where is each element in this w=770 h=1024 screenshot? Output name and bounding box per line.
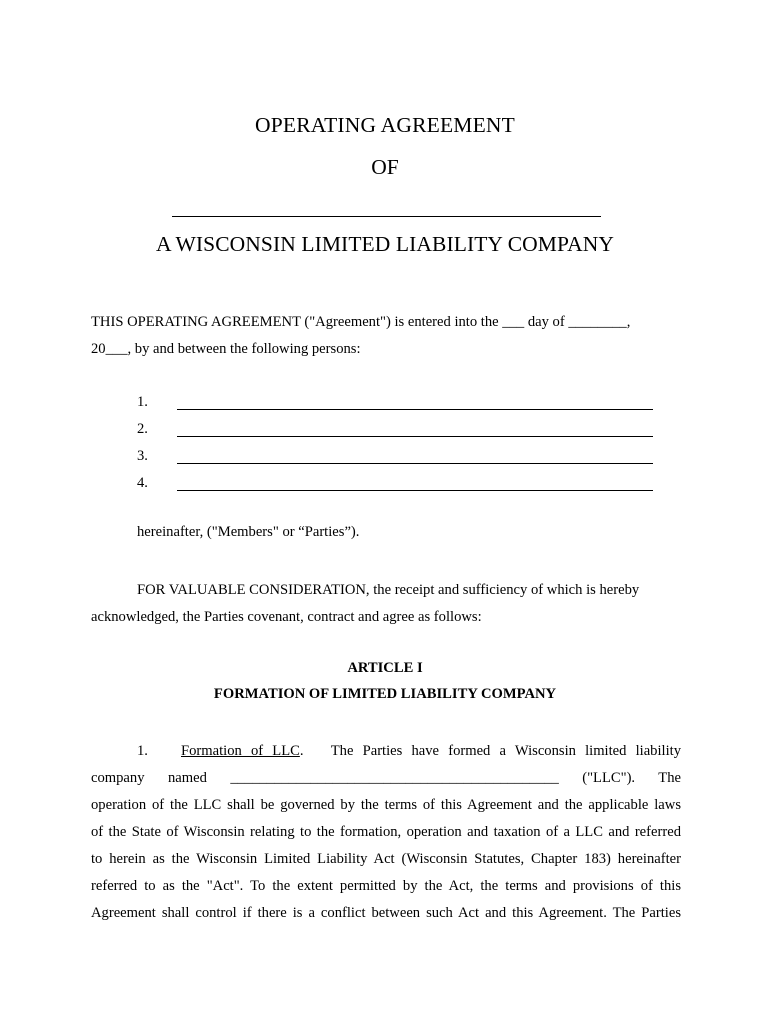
section-heading-period: . [299, 743, 304, 759]
section-line-3: operation of the LLC shall be governed by the terms of this Agreement and the applicable laws [91, 797, 681, 813]
member-row [137, 392, 657, 419]
member-blank-line [177, 436, 653, 437]
member-blank-line [177, 463, 653, 464]
hereinafter-text: hereinafter, ("Members" or “Parties”). [137, 524, 360, 540]
consideration-line-2: acknowledged, the Parties covenant, contract and agree as follows: [91, 609, 482, 625]
member-row [137, 446, 657, 473]
section-line-6: referred to as the "Act". To the extent permitted by the Act, the terms and provisions of this [91, 878, 681, 894]
consideration-paragraph [91, 577, 681, 631]
consideration-line-1: FOR VALUABLE CONSIDERATION, the receipt and sufficiency of which is hereby [137, 582, 640, 598]
section-line-7: Agreement shall control if there is a conflict between such Act and this Agreement. The Parties [91, 905, 681, 921]
member-row [137, 473, 657, 500]
intro-line-2: 20___, by and between the following persons: [91, 341, 361, 357]
member-blank-line [177, 409, 653, 410]
member-number: 1. [137, 394, 148, 410]
member-number: 4. [137, 475, 148, 491]
section-line-1-text: The Parties have formed a Wisconsin limited liability [330, 743, 681, 759]
member-number: 2. [137, 421, 148, 437]
document-subtitle: A WISCONSIN LIMITED LIABILITY COMPANY [156, 232, 614, 256]
article-title: FORMATION OF LIMITED LIABILITY COMPANY [213, 686, 557, 702]
member-list [137, 392, 657, 500]
section-formation-paragraph [91, 738, 681, 927]
intro-line-1: THIS OPERATING AGREEMENT ("Agreement") is entered into the ___ day of ________, [91, 314, 631, 330]
section-number: 1. [137, 743, 148, 759]
document-title-of: OF [371, 155, 399, 179]
section-line-1 [91, 738, 681, 765]
member-blank-line [177, 490, 653, 491]
section-line-2: company named _____________________________________________ ("LLC"). The [91, 770, 681, 786]
document-title: OPERATING AGREEMENT [254, 113, 515, 137]
section-line-5: to herein as the Wisconsin Limited Liability Act (Wisconsin Statutes, Chapter 183) hereinafter [91, 851, 681, 867]
section-line-4: of the State of Wisconsin relating to the formation, operation and taxation of a LLC and referred [91, 824, 681, 840]
member-number: 3. [137, 448, 148, 464]
intro-paragraph [91, 309, 681, 363]
article-number: ARTICLE I [347, 660, 423, 676]
company-name-blank-line [172, 216, 601, 217]
member-row [137, 419, 657, 446]
section-heading: Formation of LLC [181, 743, 300, 759]
